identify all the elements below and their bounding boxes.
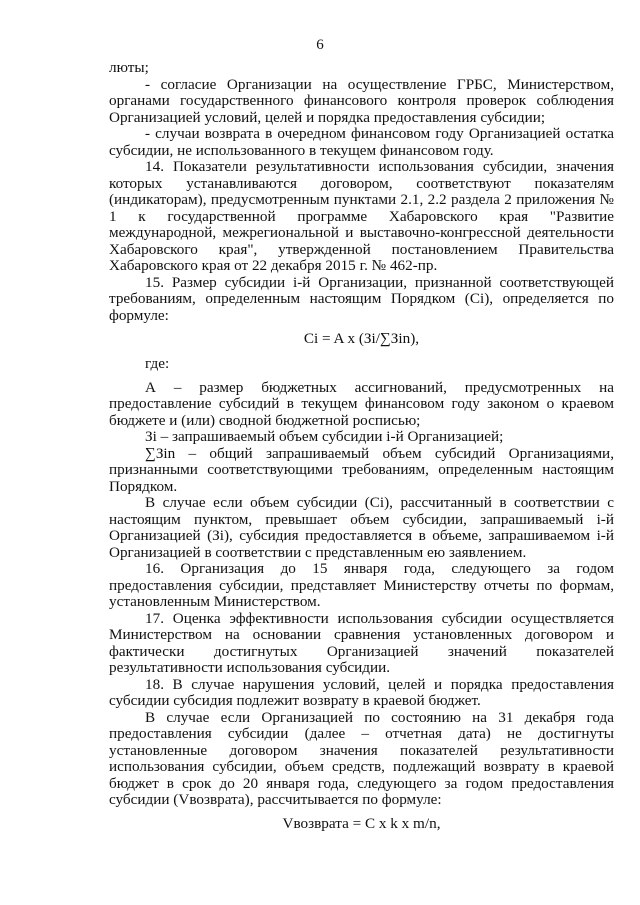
definition: Зi – запрашиваемый объем субсидии i-й Организацией; — [145, 428, 504, 445]
paragraph: - согласие Организации на осуществление ГРБС, Министерством, органами государственного финансового контроля проверок соблюдения Организацией условий, целей и порядка предоставления субсидии; — [109, 75, 614, 126]
document-body — [109, 60, 614, 841]
paragraph: 17. Оценка эффективности использования субсидии осуществляется Министерством на основании сравнения установленных договором и фактически достигнутых Организацией значений показателей результативности использования субсидии. — [109, 609, 614, 676]
paragraph: люты; — [109, 59, 149, 76]
where-label: где: — [145, 355, 170, 372]
definition: А – размер бюджетных ассигнований, предусмотренных на предоставление субсидий в текущем финансовом году законом о краевом бюджете и (или) сводной бюджетной росписью; — [109, 378, 614, 429]
definition: ∑Зin – общий запрашиваемый объем субсидий Организациями, признанными соответствующими требованиям, определенным настоящим Порядком. — [109, 444, 614, 495]
paragraph: 15. Размер субсидии i-й Организации, признанной соответствующей требованиям, определенным настоящим Порядком (Ci), определяется по формуле: — [109, 273, 614, 324]
paragraph: В случае если объем субсидии (Ci), рассчитанный в соответствии с настоящим пунктом, превышает объем субсидии, запрашиваемый i-й Организацией (Зi), субсидия предоставляется в объеме, запрашиваемом i-й Организацией в соответствии с представленным ею заявлением. — [109, 494, 614, 561]
paragraph: - случаи возврата в очередном финансовом году Организацией остатка субсидии, не использованного в текущем финансовом году. — [109, 125, 614, 159]
formula-refund: Vвозврата = C x k x m/n, — [282, 814, 441, 832]
paragraph: 16. Организация до 15 января года, следующего за годом предоставления субсидии, представляет Министерству отчеты по формам, установленным Министерством. — [109, 560, 614, 610]
paragraph: 14. Показатели результативности использования субсидии, значения которых устанавливаются договором, соответствуют показателям (индикаторам), предусмотренным пунктами 2.1, 2.2 раздела 2 приложения № 1 к государственной программе Хабаровского края "Развитие международной, межрегиональной и выставочно-конгрессной деятельности Хабаровского края", утвержденной постановлением Правительства Хабаровского края от 22 декабря 2015 г. № 462-пр. — [109, 158, 614, 274]
page-number: 6 — [316, 37, 324, 53]
formula-subsidy-size: Ci = A x (Зi/∑Зin), — [303, 330, 420, 347]
paragraph: В случае если Организацией по состоянию на 31 декабря года предоставления субсидии (далее – отчетная дата) не достигнуты установленные договором значения показателей результативности использования субсидии, объем средств, подлежащий возврату в краевой бюджет в срок до 20 января года, следующего за годом предоставления субсидии (Vвозврата), рассчитывается по формуле: — [109, 708, 614, 808]
paragraph: 18. В случае нарушения условий, целей и порядка предоставления субсидии субсидия подлежит возврату в краевой бюджет. — [109, 675, 614, 709]
